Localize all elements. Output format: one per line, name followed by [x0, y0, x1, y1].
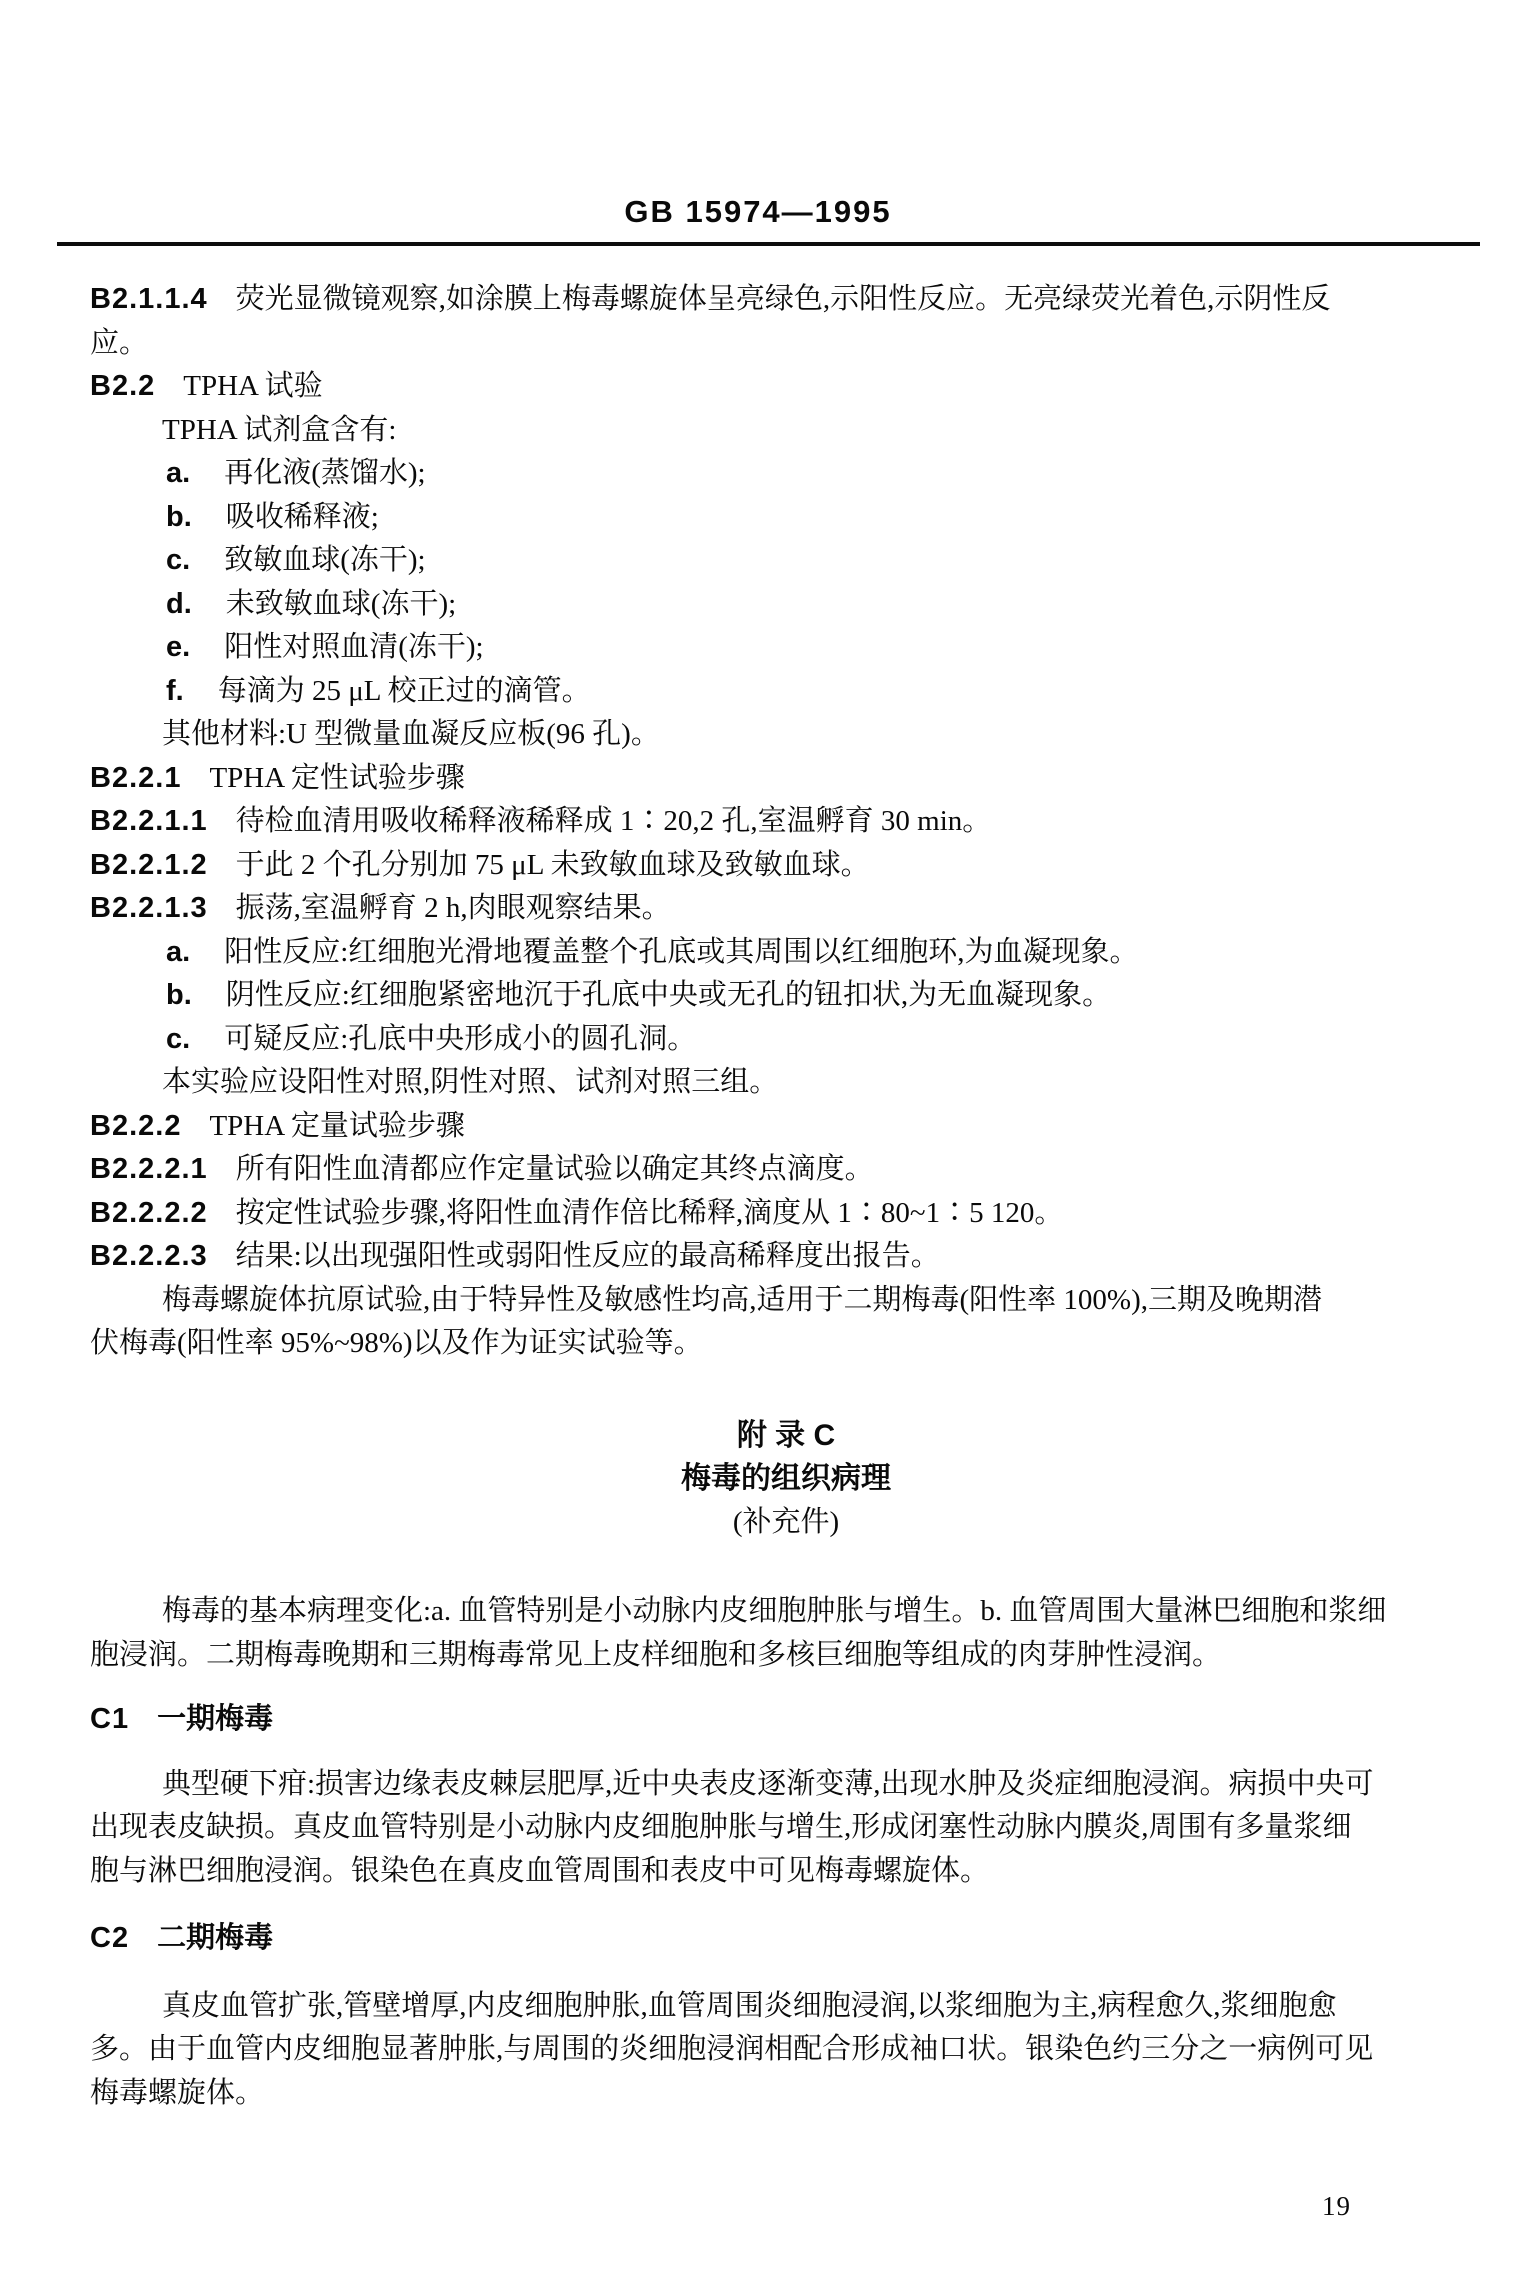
clause-text: 荧光显微镜观察,如涂膜上梅毒螺旋体呈亮绿色,示阳性反应。无亮绿荧光着色,示阴性反 [235, 283, 1331, 315]
list-text: 阳性对照血清(冻干); [224, 631, 484, 663]
section-c1-heading [90, 1698, 1482, 1742]
clause-number: B2.2.1.2 [90, 848, 208, 881]
clause-b2-2-1 [90, 757, 1482, 801]
header-rule [57, 242, 1480, 246]
appendix-title: 附 录 C [736, 1418, 836, 1452]
section-c2-heading [90, 1917, 1482, 1961]
list-letter: c. [166, 1022, 191, 1055]
appendix-subtitle: 梅毒的组织病理 [681, 1462, 891, 1495]
clause-text: TPHA 试验 [183, 370, 323, 402]
standard-number: GB 15974—1995 [624, 194, 892, 229]
list-item [90, 452, 1482, 496]
c2-paragraph-line: 梅毒螺旋体。 [90, 2076, 265, 2109]
list-letter: e. [166, 631, 191, 663]
list-item [90, 583, 1482, 627]
list-item [90, 974, 1482, 1018]
section-title: 一期梅毒 [157, 1703, 274, 1735]
clause-b2-2-2-2 [90, 1192, 1482, 1236]
clause-text: 于此 2 个孔分别加 75 μL 未致敏血球及致敏血球。 [235, 848, 870, 881]
clause-number: B2.2.2.1 [90, 1153, 208, 1185]
list-text: 阴性反应:红细胞紧密地沉于孔底中央或无孔的钮扣状,为无血凝现象。 [225, 979, 1112, 1011]
clause-number: B2.2.1.3 [90, 892, 208, 924]
clause-b2-1-1-4 [90, 278, 1482, 322]
clause-text: TPHA 定性试验步骤 [209, 761, 465, 794]
clause-number: B2.2.2 [90, 1109, 182, 1142]
document-body [90, 278, 1482, 2115]
clause-text: 结果:以出现强阳性或弱阳性反应的最高稀释度出报告。 [235, 1240, 940, 1272]
controls-note: 本实验应设阳性对照,阴性对照、试剂对照三组。 [162, 1066, 779, 1098]
clause-text: 振荡,室温孵育 2 h,肉眼观察结果。 [235, 892, 671, 924]
list-item [90, 1018, 1482, 1062]
clause-number: B2.2.1 [90, 761, 182, 794]
c2-paragraph-line: 真皮血管扩张,管壁增厚,内皮细胞肿胀,血管周围炎细胞浸润,以浆细胞为主,病程愈久,浆细胞愈 [162, 1989, 1337, 2022]
appendix-note: (补充件) [732, 1505, 840, 1538]
list-text: 每滴为 25 μL 校正过的滴管。 [217, 674, 591, 707]
list-letter: a. [166, 457, 191, 489]
summary-paragraph-line: 梅毒螺旋体抗原试验,由于特异性及敏感性均高,适用于二期梅毒(阳性率 100%),三期及晚期潜 [162, 1283, 1322, 1316]
clause-number: B2.2.2.3 [90, 1240, 208, 1272]
list-text: 可疑反应:孔底中央形成小的圆孔洞。 [224, 1022, 697, 1055]
clause-b2-2-1-2 [90, 844, 1482, 888]
clause-b2-2-1-3 [90, 887, 1482, 931]
list-letter: c. [166, 544, 191, 576]
list-item [90, 931, 1482, 975]
clause-text: 待检血清用吸收稀释液稀释成 1∶20,2 孔,室温孵育 30 min。 [235, 805, 992, 837]
other-materials: 其他材料:U 型微量血凝反应板(96 孔)。 [162, 718, 660, 750]
list-letter: a. [166, 935, 191, 968]
c1-paragraph-line: 典型硬下疳:损害边缘表皮棘层肥厚,近中央表皮逐渐变薄,出现水肿及炎症细胞浸润。病损中央可 [162, 1767, 1374, 1800]
list-letter: d. [166, 587, 192, 620]
clause-text: 所有阳性血清都应作定量试验以确定其终点滴度。 [235, 1153, 874, 1185]
clause-text: 按定性试验步骤,将阳性血清作倍比稀释,滴度从 1∶80~1∶5 120。 [235, 1196, 1064, 1229]
list-letter: f. [166, 674, 184, 707]
c1-paragraph-line: 出现表皮缺损。真皮血管特别是小动脉内皮细胞肿胀与增生,形成闭塞性动脉内膜炎,周围有多量浆细 [90, 1811, 1352, 1843]
list-text: 未致敏血球(冻干); [225, 587, 457, 620]
list-text: 吸收稀释液; [225, 500, 379, 533]
list-item [90, 496, 1482, 540]
list-text: 再化液(蒸馏水); [224, 457, 426, 489]
list-text: 阳性反应:红细胞光滑地覆盖整个孔底或其周围以红细胞环,为血凝现象。 [224, 935, 1139, 968]
list-letter: b. [166, 979, 192, 1011]
clause-b2-2-1-1 [90, 800, 1482, 844]
appendix-intro-line: 胞浸润。二期梅毒晚期和三期梅毒常见上皮样细胞和多核巨细胞等组成的肉芽肿性浸润。 [90, 1638, 1222, 1671]
clause-number: B2.1.1.4 [90, 283, 208, 315]
clause-number: B2.2.2.2 [90, 1196, 208, 1229]
clause-text: TPHA 定量试验步骤 [209, 1109, 465, 1142]
list-item [90, 626, 1482, 670]
clause-b2-2-2-3 [90, 1235, 1482, 1279]
clause-b2-2 [90, 365, 1482, 409]
clause-number: B2.2.1.1 [90, 805, 208, 837]
clause-b2-1-1-4-continuation: 应。 [90, 326, 149, 359]
list-text: 致敏血球(冻干); [224, 544, 426, 576]
clause-b2-2-2-1 [90, 1148, 1482, 1192]
section-number: C2 [90, 1922, 130, 1954]
appendix-intro-line: 梅毒的基本病理变化:a. 血管特别是小动脉内皮细胞肿胀与增生。b. 血管周围大量淋巴细胞和浆细 [162, 1595, 1387, 1627]
list-letter: b. [166, 500, 192, 533]
section-title: 二期梅毒 [157, 1922, 274, 1954]
clause-number: B2.2 [90, 370, 156, 402]
list-item [90, 670, 1482, 714]
list-item [90, 539, 1482, 583]
c1-paragraph-line: 胞与淋巴细胞浸润。银染色在真皮血管周围和表皮中可见梅毒螺旋体。 [90, 1854, 990, 1887]
page-number: 19 [1322, 2191, 1351, 2221]
summary-paragraph-line: 伏梅毒(阳性率 95%~98%)以及作为证实试验等。 [90, 1327, 703, 1359]
c2-paragraph-line: 多。由于血管内皮细胞显著肿胀,与周围的炎细胞浸润相配合形成袖口状。银染色约三分之一病例可见 [90, 2033, 1374, 2065]
clause-b2-2-2 [90, 1105, 1482, 1149]
kit-intro: TPHA 试剂盒含有: [162, 413, 397, 446]
section-number: C1 [90, 1703, 130, 1735]
